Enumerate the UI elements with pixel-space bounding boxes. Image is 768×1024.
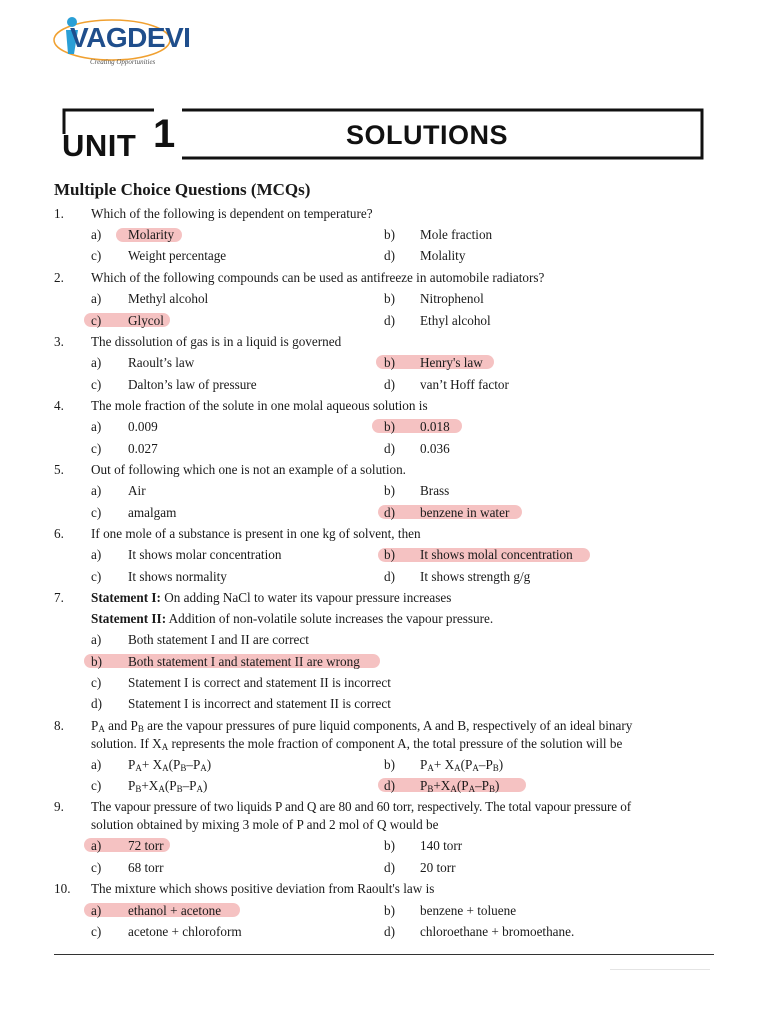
option-text: 0.018 [420, 419, 450, 434]
option-text: It shows molal concentration [420, 547, 573, 562]
vagdevi-logo [52, 14, 191, 72]
option-letter: d) [384, 778, 395, 793]
option-text: 0.009 [128, 419, 158, 434]
option-text: $P_A+ X_A(P_A-P_B)$ [420, 757, 504, 773]
option-text: Ethyl alcohol [420, 313, 491, 328]
option-letter: c) [91, 505, 102, 520]
option-letter: d) [384, 569, 395, 584]
option-text: It shows normality [128, 569, 227, 584]
unit-title: SOLUTIONS [345, 120, 508, 150]
option-letter: a) [91, 483, 102, 498]
option-text: chloroethane + bromoethane. [420, 924, 575, 939]
option-letter: a) [91, 632, 102, 647]
option-letter: d) [384, 248, 395, 263]
option-letter: d) [91, 696, 102, 711]
option-letter: c) [91, 924, 102, 939]
question-text: Out of following which one is not an example of a solution. [91, 462, 406, 477]
statement-1-label: Statement I: [91, 590, 161, 605]
question-text-line1: The vapour pressure of two liquids P and Q are 80 and 60 torr, respectively. The total vapour pressure of [91, 799, 632, 814]
option-letter: b) [384, 227, 395, 242]
option-text: Glycol [128, 313, 164, 328]
question-text: If one mole of a substance is present in one kg of solvent, then [91, 526, 421, 541]
option-text: benzene in water [420, 505, 510, 520]
option-letter: c) [91, 313, 102, 328]
option-text: Nitrophenol [420, 291, 484, 306]
question-number: 3. [54, 334, 64, 349]
question-text-line2: solution. If $X_A$ represents the mole fraction of component A, the total pressure of the solution will be [91, 736, 623, 752]
option-text: 20 torr [420, 860, 456, 875]
option-letter: a) [91, 838, 102, 853]
option-letter: a) [91, 903, 102, 918]
option-letter: c) [91, 441, 102, 456]
brand-name: VAGDEVI [70, 22, 191, 53]
option-letter: b) [384, 838, 395, 853]
unit-label: UNIT [62, 128, 137, 163]
option-text: It shows molar concentration [128, 547, 282, 562]
option-text: van’t Hoff factor [420, 377, 509, 392]
option-letter: d) [384, 377, 395, 392]
option-text: 0.027 [128, 441, 158, 456]
option-text: Air [128, 483, 146, 498]
option-letter: a) [91, 419, 102, 434]
option-text: Weight percentage [128, 248, 227, 263]
question-number: 10. [54, 881, 71, 896]
option-letter: d) [384, 441, 395, 456]
option-text: Dalton’s law of pressure [128, 377, 257, 392]
section-title: Multiple Choice Questions (MCQs) [54, 180, 311, 199]
option-letter: b) [384, 483, 395, 498]
option-text: Methyl alcohol [128, 291, 209, 306]
option-letter: c) [91, 675, 102, 690]
option-text: Molality [420, 248, 466, 263]
option-text: Both statement I and II are correct [128, 632, 309, 647]
option-text: ethanol + acetone [128, 903, 222, 918]
option-text: It shows strength g/g [420, 569, 531, 584]
unit-number: 1 [153, 112, 176, 156]
option-text: 140 torr [420, 838, 463, 853]
question-text-line2: solution obtained by mixing 3 mole of P and 2 mol of Q would be [91, 817, 439, 832]
option-letter: c) [91, 377, 102, 392]
option-text: $P_B+X_A(P_A-P_B)$ [420, 778, 500, 794]
option-letter: b) [384, 291, 395, 306]
statement-2 [91, 611, 493, 627]
option-letter: b) [384, 757, 395, 772]
option-letter: b) [384, 547, 395, 562]
option-letter: c) [91, 860, 102, 875]
option-text: amalgam [128, 505, 177, 520]
question-number: 1. [54, 206, 64, 221]
option-text: benzene + toluene [420, 903, 517, 918]
question-text: The dissolution of gas is in a liquid is governed [91, 334, 342, 349]
question-number: 6. [54, 526, 64, 541]
option-letter: c) [91, 248, 102, 263]
statement-2-label: Statement II: [91, 611, 167, 626]
option-letter: b) [91, 654, 102, 669]
option-letter: c) [91, 778, 102, 793]
question-text-line1: $P_A$ and $P_B$ are the vapour pressures of pure liquid components, A and B, respectively of an ideal binary [91, 718, 633, 734]
option-letter: d) [384, 860, 395, 875]
statement-2-text: Addition of non-volatile solute increases the vapour pressure. [166, 611, 494, 626]
option-letter: b) [384, 355, 395, 370]
option-text: 0.036 [420, 441, 450, 456]
option-text: Statement I is correct and statement II is incorrect [128, 675, 391, 690]
option-text: 68 torr [128, 860, 164, 875]
statement-1-text: On adding NaCl to water its vapour pressure increases [160, 590, 452, 605]
option-text: Molarity [128, 227, 175, 242]
option-text: Mole fraction [420, 227, 493, 242]
option-letter: d) [384, 313, 395, 328]
option-text: Statement I is incorrect and statement II is correct [128, 696, 391, 711]
question-number: 8. [54, 718, 64, 733]
option-letter: b) [384, 419, 395, 434]
statement-1 [91, 590, 451, 606]
option-text: Henry's law [420, 355, 483, 370]
brand-tagline: Creating Opportunities [90, 58, 156, 66]
option-letter: d) [384, 924, 395, 939]
option-letter: a) [91, 757, 102, 772]
option-letter: a) [91, 355, 102, 370]
question-number: 7. [54, 590, 64, 605]
question-text: Which of the following compounds can be used as antifreeze in automobile radiators? [91, 270, 545, 285]
footer-divider [54, 954, 714, 955]
option-text: 72 torr [128, 838, 164, 853]
option-letter: a) [91, 547, 102, 562]
footer-mark [610, 969, 710, 970]
option-text: Raoult’s law [128, 355, 195, 370]
option-text: acetone + chloroform [128, 924, 242, 939]
question-number: 9. [54, 799, 64, 814]
option-text: Brass [420, 483, 450, 498]
question-text: Which of the following is dependent on temperature? [91, 206, 373, 221]
option-text: $P_A+ X_A(P_B-P_A)$ [128, 757, 212, 773]
option-letter: c) [91, 569, 102, 584]
option-letter: d) [384, 505, 395, 520]
option-letter: a) [91, 291, 102, 306]
question-text: The mixture which shows positive deviation from Raoult's law is [91, 881, 435, 896]
option-text: Both statement I and statement II are wrong [128, 654, 360, 669]
option-text: $P_B+X_A(P_B-P_A)$ [128, 778, 208, 794]
question-number: 5. [54, 462, 64, 477]
option-letter: b) [384, 903, 395, 918]
option-letter: a) [91, 227, 102, 242]
question-number: 4. [54, 398, 64, 413]
question-number: 2. [54, 270, 64, 285]
question-text: The mole fraction of the solute in one molal aqueous solution is [91, 398, 428, 413]
